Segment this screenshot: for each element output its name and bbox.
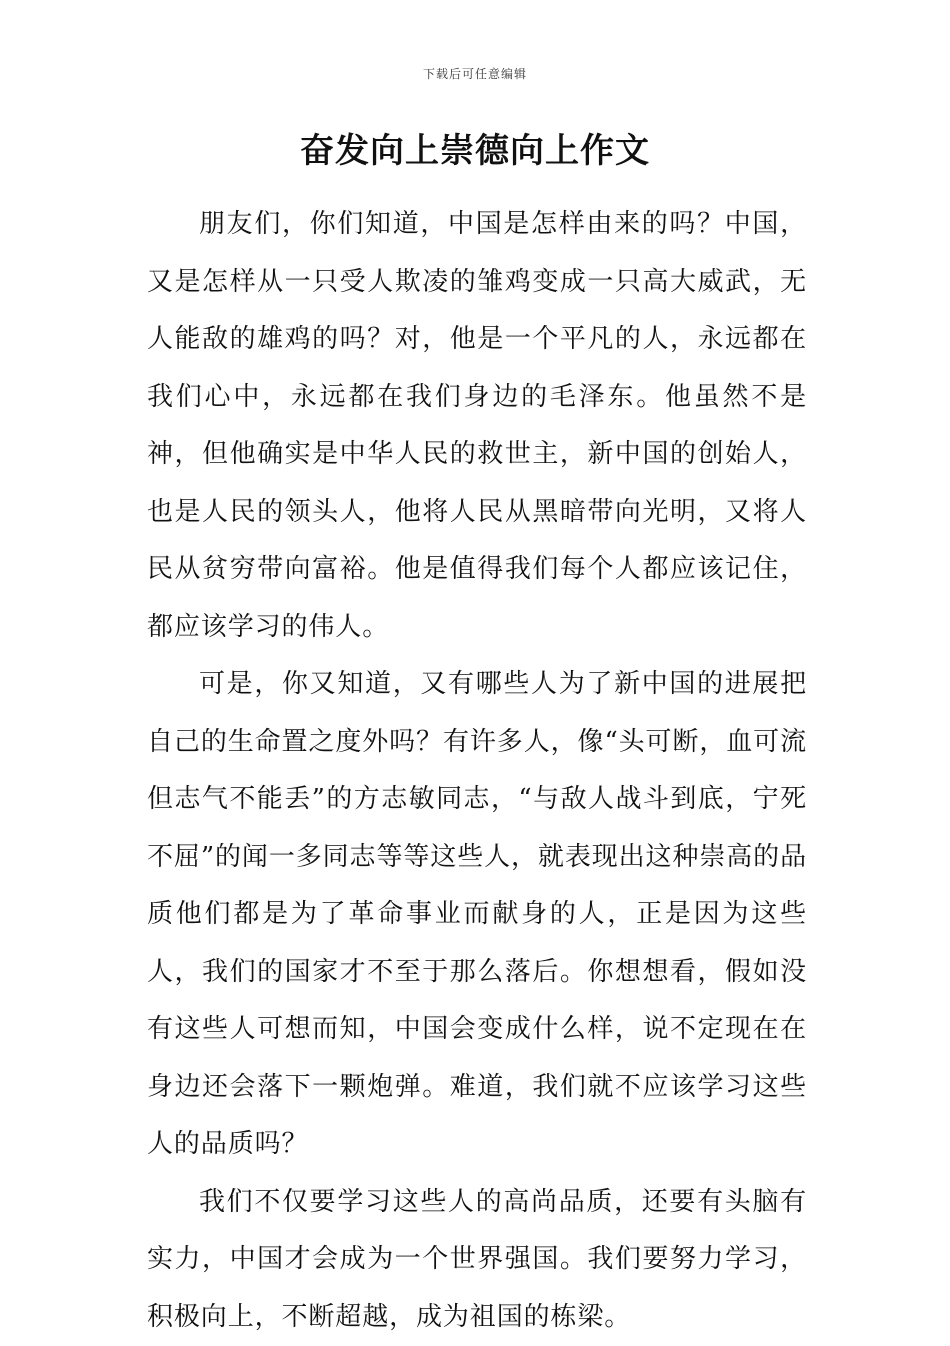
header-note: 下载后可任意编辑 bbox=[0, 66, 950, 82]
paragraph-1: 朋友们，你们知道，中国是怎样由来的吗？中国，又是怎样从一只受人欺凌的雏鸡变成一只高大威武，无人能敌的雄鸡的吗？对，他是一个平凡的人，永远都在我们心中，永远都在我们身边的毛泽东。他虽然不是神，但他确实是中华人民的救世主，新中国的创始人，也是人民的领头人，他将人民从黑暗带向光明，又将人民从贫穷带向富裕。他是值得我们每个人都应该记住，都应该学习的伟人。 bbox=[147, 196, 807, 656]
document-body bbox=[147, 196, 807, 1346]
paragraph-3: 我们不仅要学习这些人的高尚品质，还要有头脑有实力，中国才会成为一个世界强国。我们要努力学习，积极向上，不断超越，成为祖国的栋梁。 bbox=[147, 1174, 807, 1346]
document-title: 奋发向上崇德向上作文 bbox=[0, 126, 950, 176]
paragraph-2: 可是，你又知道，又有哪些人为了新中国的进展把自己的生命置之度外吗？有许多人，像“头可断，血可流但志气不能丢”的方志敏同志，“与敌人战斗到底，宁死不屈”的闻一多同志等等这些人，就表现出这种崇高的品质他们都是为了革命事业而献身的人，正是因为这些人，我们的国家才不至于那么落后。你想想看，假如没有这些人可想而知，中国会变成什么样，说不定现在在身边还会落下一颗炮弹。难道，我们就不应该学习这些人的品质吗？ bbox=[147, 656, 807, 1174]
